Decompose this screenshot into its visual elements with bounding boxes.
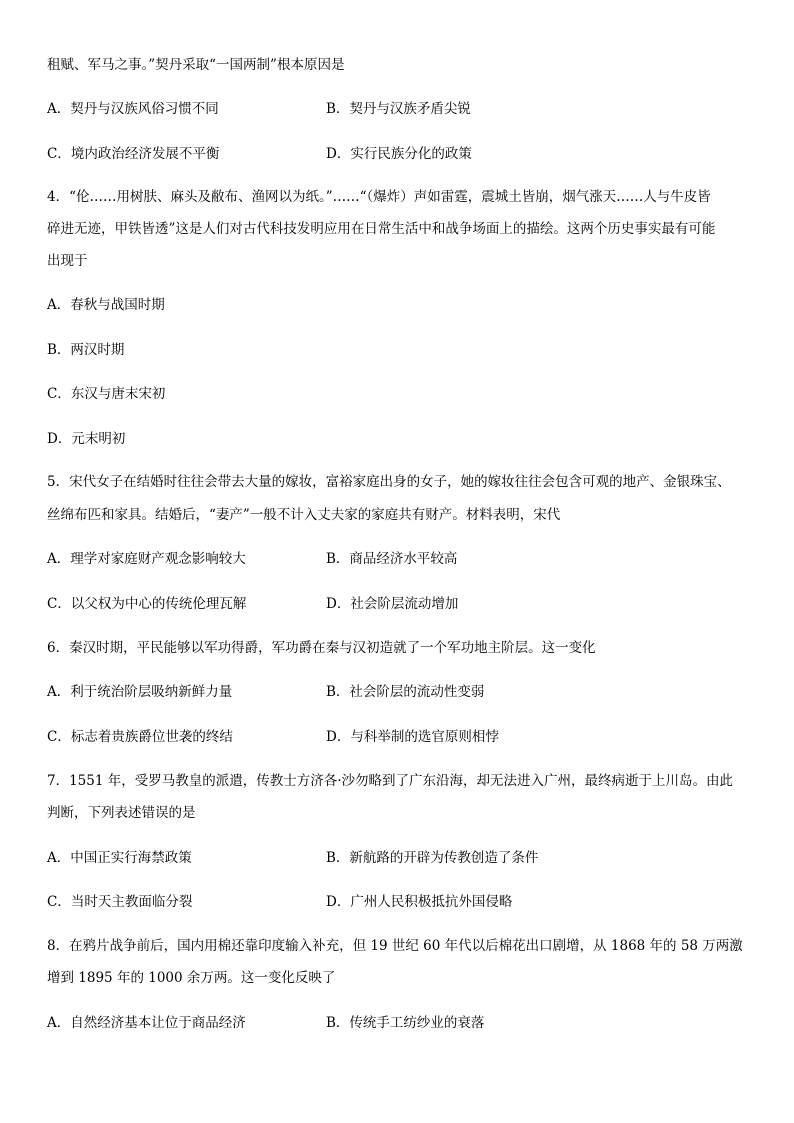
question-6-option-a: A．利于统治阶层吸纳新鲜力量 (47, 684, 233, 700)
question-5-stem-line-1: 5．宋代女子在结婚时往往会带去大量的嫁妆，富裕家庭出身的女子，她的嫁妆往往会包含可观的地产、金银珠宝、 (47, 474, 731, 490)
question-7-option-b: B．新航路的开辟为传教创造了条件 (326, 850, 539, 866)
question-4-stem-line-2: 碎进无迹，甲铁皆透”这是人们对古代科技发明应用在日常生活中和战争场面上的描绘。这两个历史事实最有可能 (47, 221, 716, 237)
question-5-option-b: B．商品经济水平较高 (326, 551, 458, 567)
question-3-option-a: A．契丹与汉族风俗习惯不同 (47, 101, 219, 117)
question-3-option-c: C．境内政治经济发展不平衡 (47, 146, 220, 162)
question-8-stem-line-2: 增到 1895 年的 1000 余万两。这一变化反映了 (47, 970, 336, 986)
question-4-stem-line-1: 4．“伦……用树肤、麻头及敝布、渔网以为纸。”……“（爆炸）声如雷霆，震城土皆崩，烟气涨天……人与牛皮皆 (47, 189, 711, 205)
question-7-option-c: C．当时天主教面临分裂 (47, 894, 193, 910)
question-4-option-b: B．两汉时期 (47, 342, 125, 358)
question-5-option-c: C．以父权为中心的传统伦理瓦解 (47, 596, 247, 612)
question-5-option-a: A．理学对家庭财产观念影响较大 (47, 551, 246, 567)
question-8-stem-line-1: 8．在鸦片战争前后，国内用棉还靠印度输入补充，但 19 世纪 60 年代以后棉花出口剧增，从 1868 年的 58 万两激 (47, 938, 743, 954)
question-8-option-a: A．自然经济基本让位于商品经济 (47, 1015, 246, 1031)
question-4-option-a: A．春秋与战国时期 (47, 297, 165, 313)
question-7-option-a: A．中国正实行海禁政策 (47, 850, 192, 866)
question-5-option-d: D．社会阶层流动增加 (326, 596, 459, 612)
question-3-option-d: D．实行民族分化的政策 (326, 146, 472, 162)
question-4-option-d: D．元末明初 (47, 431, 126, 447)
question-7-stem-line-2: 判断，下列表述错误的是 (47, 805, 196, 821)
question-8-option-b: B．传统手工纺纱业的衰落 (326, 1015, 485, 1031)
question-6-option-b: B．社会阶层的流动性变弱 (326, 684, 485, 700)
question-4-stem-line-3: 出现于 (47, 253, 88, 269)
question-3-option-b: B．契丹与汉族矛盾尖锐 (326, 101, 471, 117)
question-6-stem-line-1: 6．秦汉时期，平民能够以军功得爵，军功爵在秦与汉初造就了一个军功地主阶层。这一变化 (47, 640, 596, 656)
question-4-option-c: C．东汉与唐末宋初 (47, 386, 166, 402)
question-6-option-c: C．标志着贵族爵位世袭的终结 (47, 729, 233, 745)
question-7-option-d: D．广州人民积极抵抗外国侵略 (326, 894, 513, 910)
question-3-stem-tail: 租赋、军马之事。”契丹采取“一国两制”根本原因是 (47, 57, 345, 73)
question-5-stem-line-2: 丝绵布匹和家具。结婚后，“妻产”一般不计入丈夫家的家庭共有财产。材料表明，宋代 (47, 507, 561, 523)
question-7-stem-line-1: 7．1551 年，受罗马教皇的派遣，传教士方济各·沙勿略到了广东沿海，却无法进入广州，最终病逝于上川岛。由此 (47, 773, 734, 789)
question-6-option-d: D．与科举制的选官原则相悖 (326, 729, 499, 745)
